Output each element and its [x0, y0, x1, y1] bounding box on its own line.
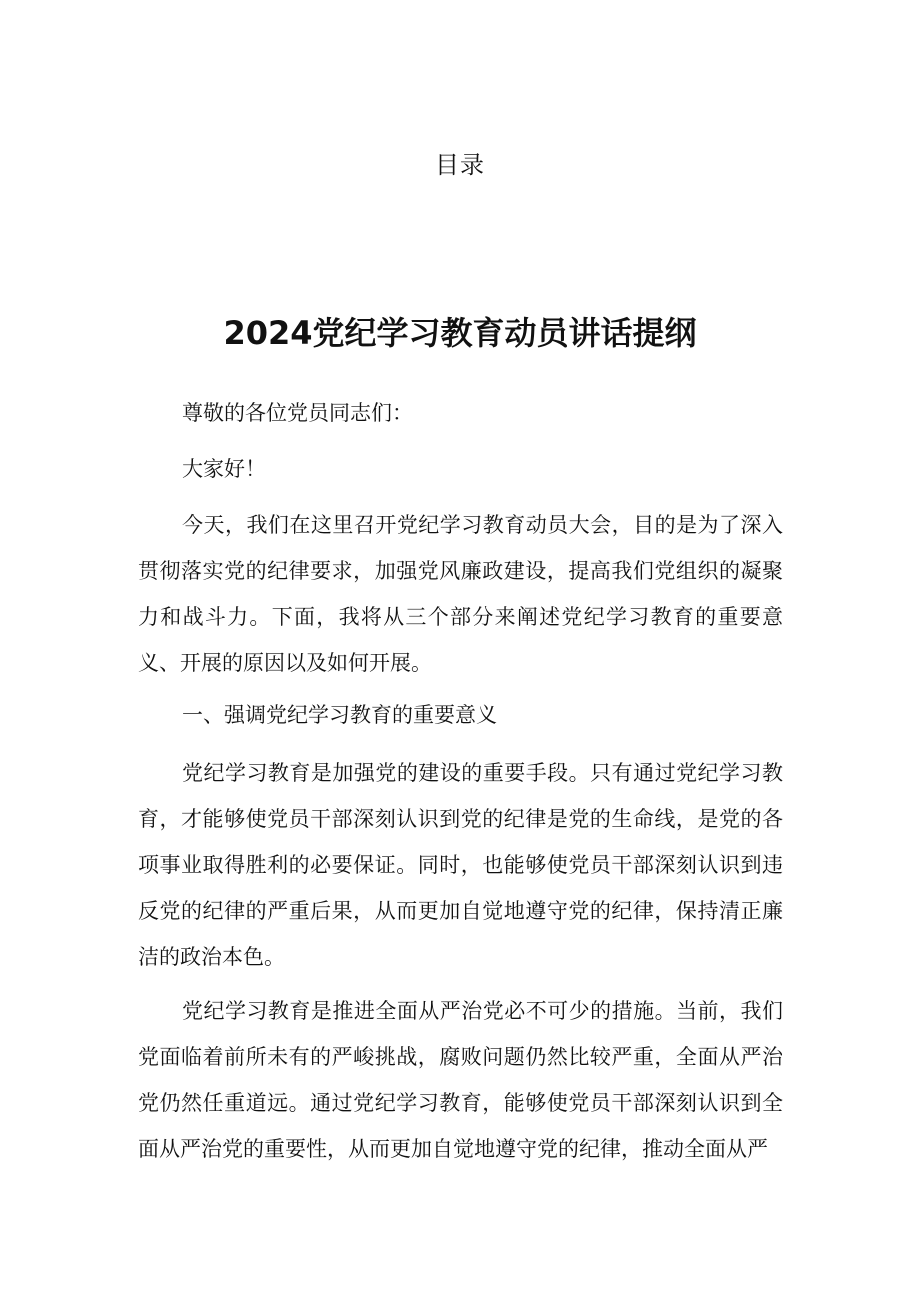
body-paragraph: 党纪学习教育是加强党的建设的重要手段。只有通过党纪学习教育，才能够使党员干部深刻认识到党的纪律是党的生命线，是党的各项事业取得胜利的必要保证。同时，也能够使党员干部深刻认识到违反党的纪律的严重后果，从而更加自觉地遵守党的纪律，保持清正廉洁的政治本色。 [138, 761, 783, 969]
body-paragraph: 党纪学习教育是推进全面从严治党必不可少的措施。当前，我们党面临着前所未有的严峻挑战，腐败问题仍然比较严重，全面从严治党仍然任重道远。通过党纪学习教育，能够使党员干部深刻认识到全面从严治党的重要性，从而更加自觉地遵守党的纪律，推动全面从严 [138, 999, 783, 1161]
document-title: 2024党纪学习教育动员讲话提纲 [223, 314, 697, 352]
section-heading: 一、强调党纪学习教育的重要意义 [182, 703, 497, 727]
greeting: 大家好！ [182, 457, 266, 481]
toc-heading: 目录 [435, 151, 485, 179]
intro-paragraph: 今天，我们在这里召开党纪学习教育动员大会，目的是为了深入贯彻落实党的纪律要求，加强党风廉政建设，提高我们党组织的凝聚力和战斗力。下面，我将从三个部分来阐述党纪学习教育的重要意义、开展的原因以及如何开展。 [138, 513, 783, 675]
salutation: 尊敬的各位党员同志们： [182, 401, 413, 425]
